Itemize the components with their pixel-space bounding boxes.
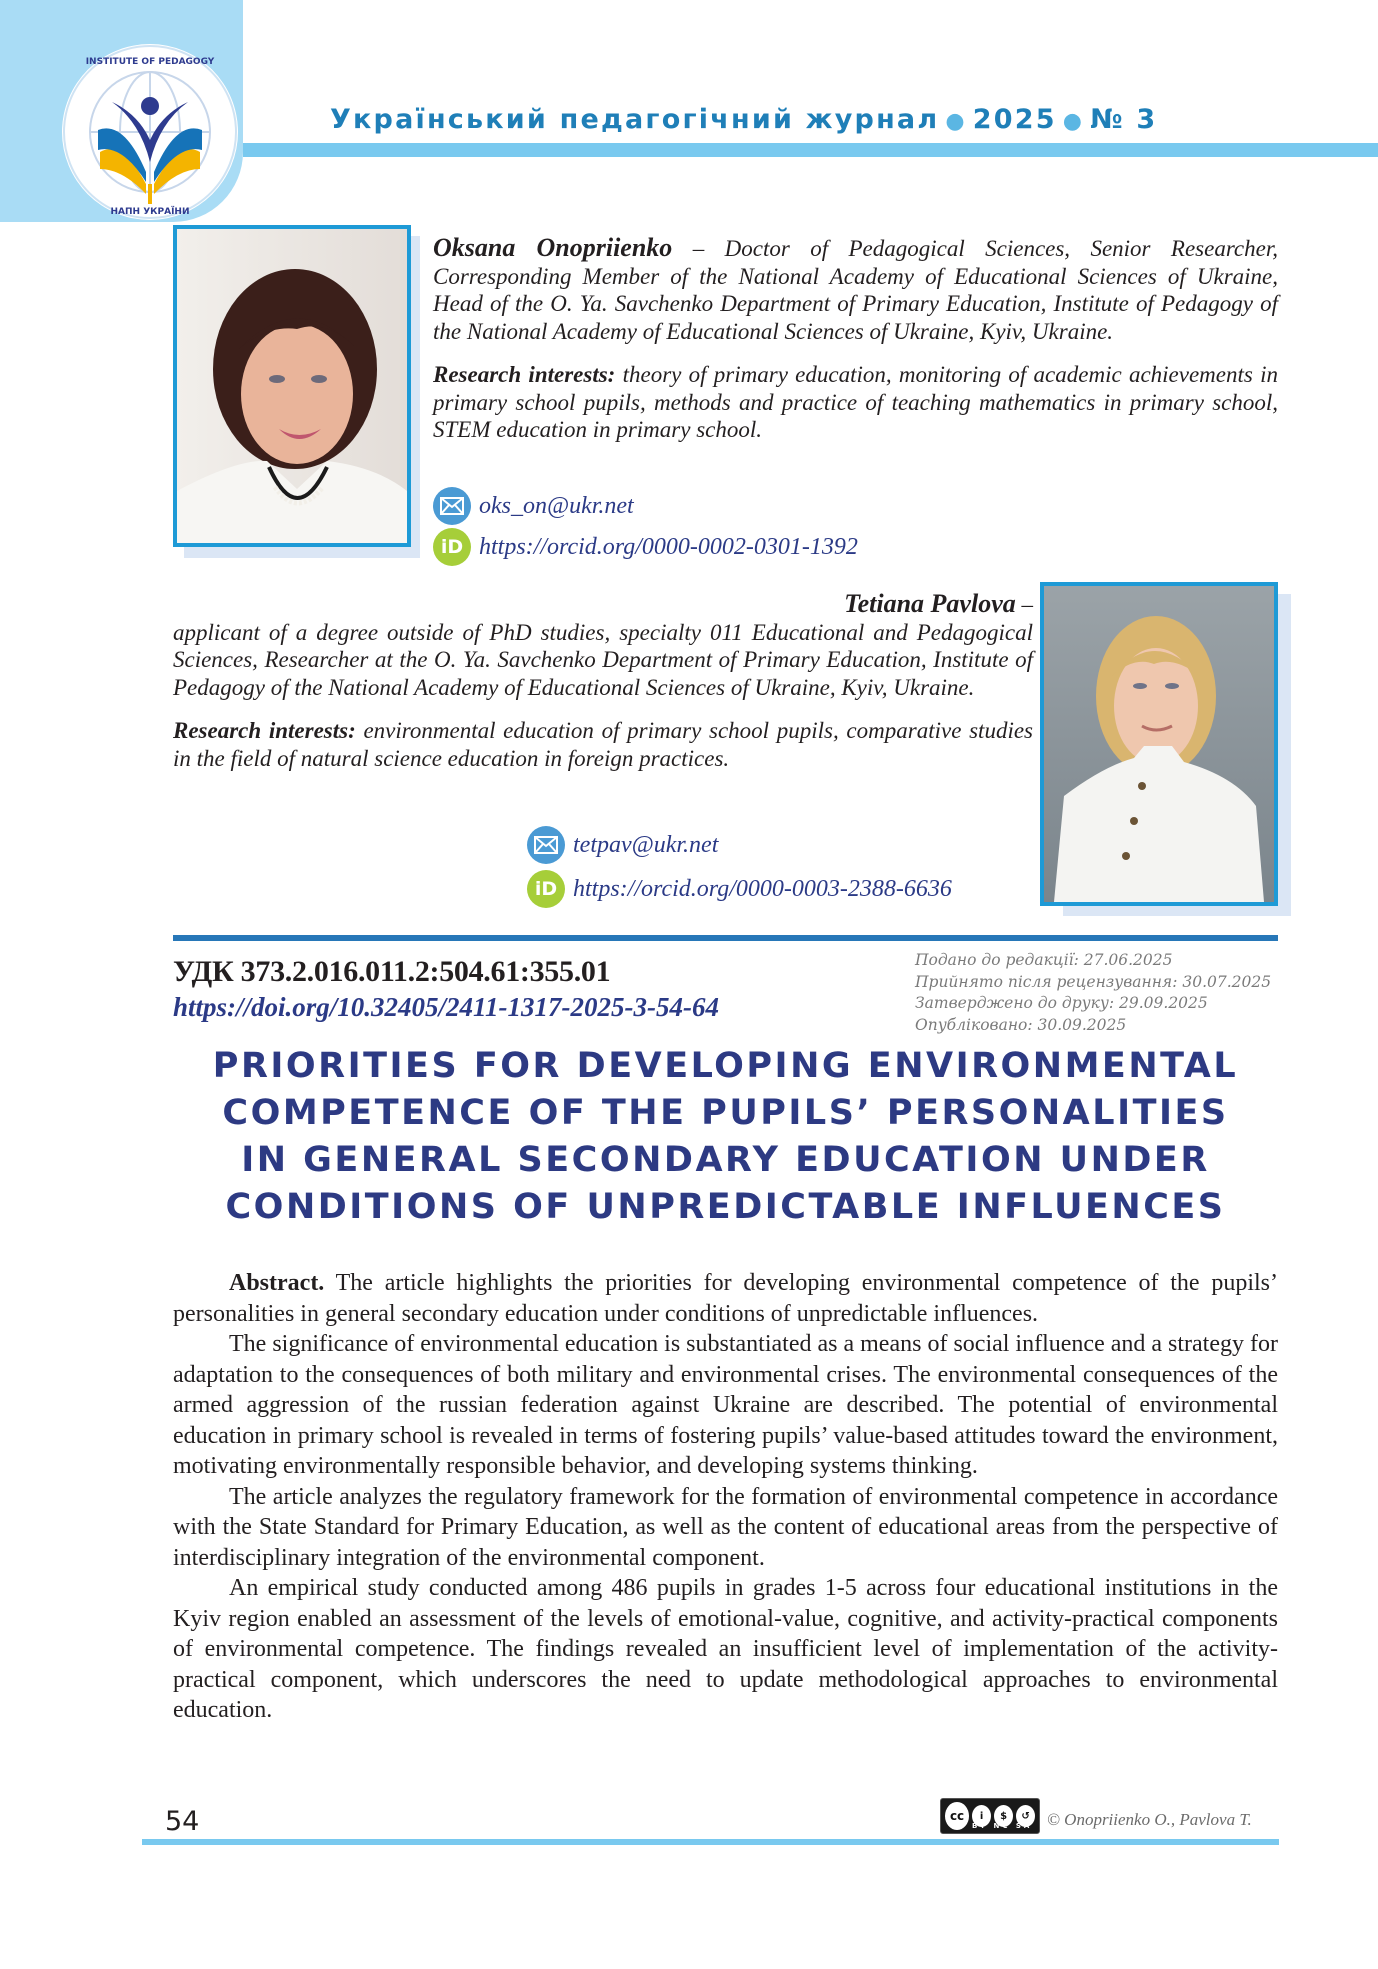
header-rule — [243, 143, 1378, 157]
author-credentials: Doctor of Pedagogical Sciences, Senior Researcher, Corresponding Member of the National Academy of Educational Sciences of Ukraine, Head of the O. Ya. Savchenko Department of Primary Education, Institute of Pedagogy of the National Academy of Educational Sciences of Ukraine, Kyiv, Ukraine. — [433, 236, 1278, 344]
udk-code: УДК 373.2.016.011.2:504.61:355.01 — [173, 955, 611, 988]
author-bio-onopriienko: Oksana Onopriienko – Doctor of Pedagogical Sciences, Senior Researcher, Corresponding Member of the National Academy of Educational Sciences of Ukraine, Head of the O. Ya. Savchenko Department of Primary Education, Institute of Pedagogy of the National Academy of Educational Sciences of Ukraine, Kyiv, Ukraine. Research interests: theory of primary education, monitoring of academic achievements in primary school pupils, methods and practice of teaching mathematics in primary school, STEM education in primary school. — [433, 233, 1278, 442]
institute-logo-icon — [62, 44, 238, 220]
orcid-text[interactable]: https://orcid.org/0000-0003-2388-6636 — [573, 875, 952, 902]
research-interests-label: Research interests: — [433, 362, 616, 387]
page-number: 54 — [165, 1806, 200, 1837]
author-name: Tetiana Pavlova — [844, 589, 1016, 618]
date-submitted: Подано до редакції: 27.06.2025 — [915, 951, 1173, 969]
email-icon — [527, 826, 565, 864]
svg-text:НАПН УКРАЇНИ: НАПН УКРАЇНИ — [110, 207, 190, 217]
email-text[interactable]: oks_on@ukr.net — [479, 492, 634, 519]
author-orcid-link[interactable] — [527, 870, 952, 908]
separator-dot-icon: ● — [1062, 109, 1085, 134]
cc-license-labels: BY NC SA — [972, 1822, 1033, 1830]
journal-year: 2025 — [972, 104, 1057, 135]
author-email-link[interactable] — [527, 826, 718, 864]
article-title — [173, 1043, 1278, 1231]
orcid-text[interactable]: https://orcid.org/0000-0002-0301-1392 — [479, 533, 858, 560]
cc-nc-icon: $ — [994, 1805, 1013, 1827]
cc-icon: cc — [945, 1802, 969, 1830]
journal-issue: № 3 — [1090, 104, 1158, 135]
author-photo-onopriienko — [173, 225, 411, 547]
date-published: Опубліковано: 30.09.2025 — [915, 1015, 1127, 1034]
journal-title — [330, 104, 1157, 135]
email-icon — [433, 487, 471, 525]
abstract — [173, 1268, 1278, 1726]
title-line: IN GENERAL SECONDARY EDUCATION UNDER — [241, 1140, 1210, 1180]
research-interests-label: Research interests: — [173, 718, 356, 743]
email-text[interactable]: tetpav@ukr.net — [573, 831, 719, 858]
date-approved: Затверджено до друку: 29.09.2025 — [915, 994, 1208, 1012]
research-interests: environmental education of primary school pupils, comparative studies in the field of natural science education in foreign practices. — [173, 718, 1033, 771]
cc-sa-icon: ↺ — [1016, 1805, 1035, 1827]
author-email-link[interactable] — [433, 487, 634, 525]
title-line: CONDITIONS OF UNPREDICTABLE INFLUENCES — [225, 1187, 1226, 1227]
doi-link[interactable]: https://doi.org/10.32405/2411-1317-2025-3-54-64 — [173, 992, 719, 1022]
abstract-paragraph: The significance of environmental education is substantiated as a means of social influence and a strategy for adaptation to the consequences of both military and environmental crises. The environmental consequences of the armed aggression of the russian federation against Ukraine are described. The potential of environmental education in primary school is revealed in terms of fostering pupils’ value-based attitudes toward the environment, motivating environmentally responsible behavior, and developing systems thinking. — [173, 1331, 1278, 1479]
author-bio-pavlova: Tetiana Pavlova – applicant of a degree outside of PhD studies, specialty 011 Educational and Pedagogical Sciences, Researcher at the O. Ya. Savchenko Department of Primary Education, Institute of Pedagogy of the National Academy of Educational Sciences of Ukraine, Kyiv, Ukraine. Research interests: environmental education of primary school pupils, comparative studies in the field of natural science education in foreign practices. — [173, 589, 1033, 771]
abstract-paragraph: Abstract. The article highlights the priorities for developing environmental competence of the pupils’ personalities in general secondary education under conditions of unpredictable influences. — [173, 1270, 1278, 1327]
separator-dot-icon: ● — [945, 109, 967, 134]
title-line: PRIORITIES FOR DEVELOPING ENVIRONMENTAL — [212, 1046, 1239, 1086]
footer-rule — [142, 1839, 1279, 1845]
orcid-icon: iD — [527, 870, 565, 908]
author-orcid-link[interactable] — [433, 528, 858, 566]
date-accepted: Прийнято після рецензування: 30.07.2025 — [915, 972, 1272, 991]
title-line: COMPETENCE OF THE PUPILS’ PERSONALITIES — [222, 1093, 1229, 1133]
abstract-paragraph: An empirical study conducted among 486 pupils in grades 1-5 across four educational institutions in the Kyiv region enabled an assessment of the levels of emotional-value, cognitive, and activity-practical components of environmental competence. The findings revealed an insufficient level of implementation of the activity-practical component, which underscores the need to update methodological approaches to environmental education. — [173, 1575, 1278, 1723]
orcid-icon: iD — [433, 528, 471, 566]
author-credentials: applicant of a degree outside of PhD studies, specialty 011 Educational and Pedagogical Sciences, Researcher at the O. Ya. Savchenko Department of Primary Education, Institute of Pedagogy of the National Academy of Educational Sciences of Ukraine, Kyiv, Ukraine. — [173, 619, 1033, 700]
svg-text:INSTITUTE OF PEDAGOGY: INSTITUTE OF PEDAGOGY — [85, 57, 215, 67]
section-divider — [173, 935, 1278, 941]
author-photo-pavlova — [1040, 582, 1278, 906]
publication-dates — [915, 950, 1271, 1036]
copyright-notice: © Onopriienko O., Pavlova T. — [1047, 1810, 1252, 1829]
journal-name: Український педагогічний журнал — [330, 104, 940, 135]
research-interests: theory of primary education, monitoring of academic achievements in primary school pupils, methods and practice of teaching mathematics in primary school, STEM education in primary school. — [433, 362, 1278, 442]
cc-by-icon: i — [972, 1805, 991, 1827]
abstract-label: Abstract. — [229, 1270, 325, 1296]
author-name: Oksana Onopriienko — [433, 233, 673, 262]
abstract-paragraph: The article analyzes the regulatory framework for the formation of environmental competence in accordance with the State Standard for Primary Education, as well as the content of educational areas from the perspective of interdisciplinary integration of the environmental component. — [173, 1483, 1278, 1571]
